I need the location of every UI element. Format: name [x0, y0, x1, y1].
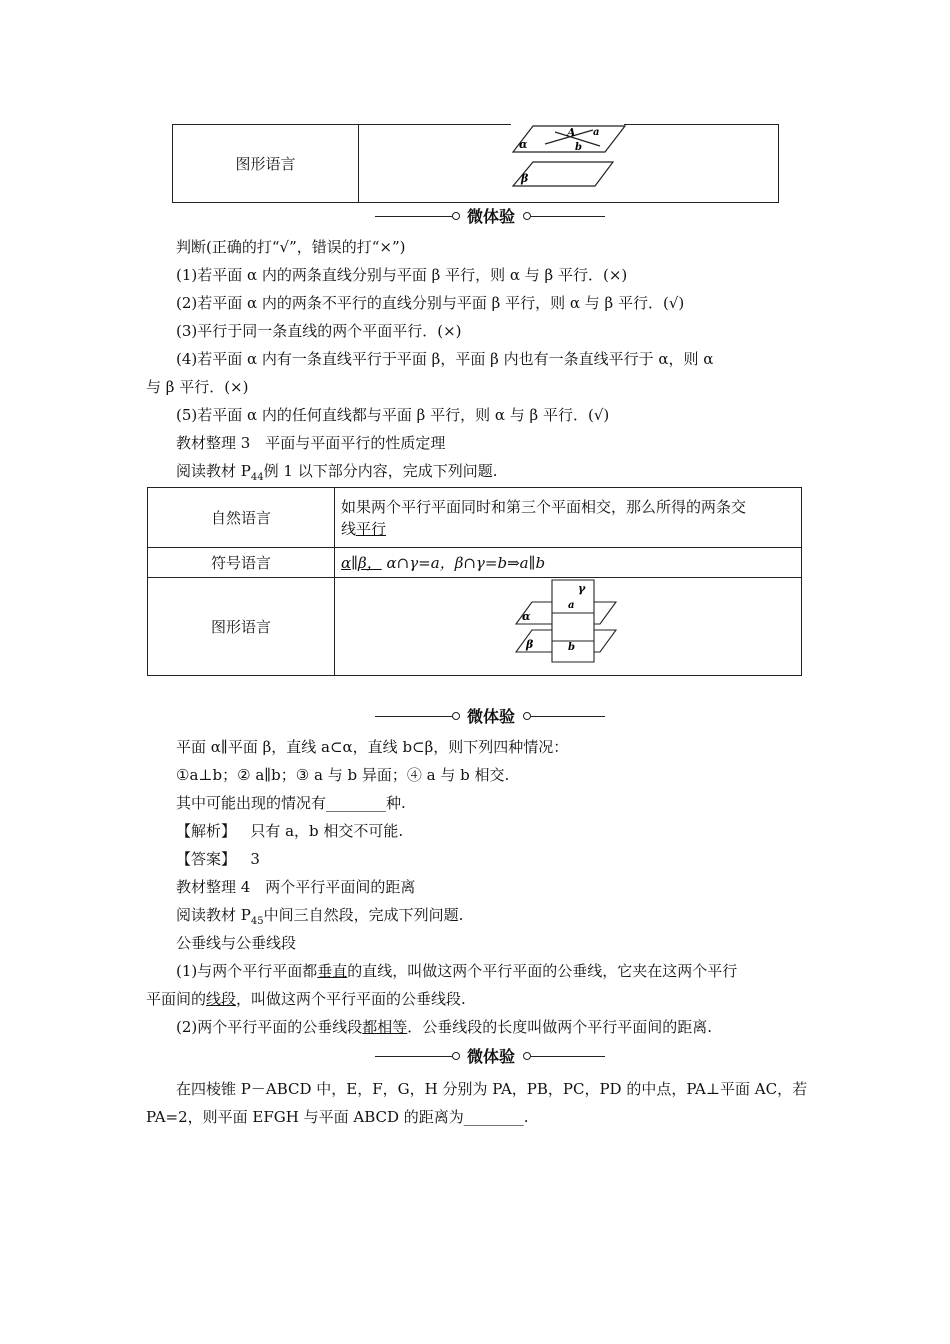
subheading: 公垂线与公垂线段: [176, 934, 297, 952]
answer-line: [176, 848, 260, 870]
exercise-item: (3)平行于同一条直线的两个平面平行．(×): [176, 322, 462, 340]
divider-title: 微体验: [466, 1047, 515, 1066]
divider-title: 微体验: [466, 207, 515, 226]
table-border-segment: [624, 124, 779, 125]
underlined-answer: 垂直: [317, 962, 348, 980]
divider-line-right: [531, 216, 605, 217]
natural-language-text-2: [341, 518, 795, 540]
natural-language-text: 如果两个平行平面同时和第三个平面相交，那么所得的两条交: [341, 497, 747, 516]
underlined-answer: α∥β，: [341, 553, 382, 572]
text-segment: 的直线，叫做这两个平行平面的公垂线，它夹在这两个平行: [347, 962, 738, 980]
text-segment: (1)与两个平行平面都: [176, 962, 318, 980]
label-alpha: α: [522, 610, 531, 623]
label-beta: β: [526, 638, 534, 651]
question-options: ①a⊥b；② a∥b；③ a 与 b 异面；④ a 与 b 相交.: [176, 766, 510, 784]
divider-dot-left: [452, 212, 460, 220]
text-pre: 线: [341, 519, 357, 538]
label-b: b: [568, 642, 575, 653]
question-line: PA=2，则平面 EFGH 与平面 ABCD 的距离为________.: [146, 1108, 529, 1126]
page-number-sub: 44: [250, 472, 264, 483]
parallel-property-table: [147, 487, 802, 676]
text-segment: (2)两个平行平面的公垂线段: [176, 1018, 363, 1036]
symbol-language-cell: [335, 548, 802, 578]
question-line: 平面 α∥平面 β，直线 a⊂α，直线 b⊂β，则下列四种情况：: [176, 738, 569, 756]
reading-post: 例 1 以下部分内容，完成下列问题.: [263, 462, 498, 480]
paragraph-line: [176, 960, 737, 982]
section-title: 教材整理 3 平面与平面平行的性质定理: [176, 434, 446, 452]
micro-experience-divider: [375, 205, 605, 229]
label-line-b: b: [575, 142, 582, 153]
exercise-item-continued: 与 β 平行．(×): [146, 378, 249, 396]
divider-dot-left: [452, 1052, 460, 1060]
reading-instruction: [176, 460, 497, 489]
analysis-tag: 【解析】: [176, 822, 237, 840]
graphic-language-table-top: [172, 124, 779, 203]
text-segment: 平面间的: [146, 990, 207, 1008]
divider-dot-right: [523, 1052, 531, 1060]
graphic-language-label: 图形语言: [173, 125, 359, 203]
exercise-item: (4)若平面 α 内有一条直线平行于平面 β，平面 β 内也有一条直线平行于 α，则 α: [176, 350, 714, 368]
label-point-A: A: [567, 126, 576, 139]
underlined-answer: 都相等: [362, 1018, 408, 1036]
section-title: 教材整理 4 两个平行平面间的距离: [176, 878, 416, 896]
reading-pre: 阅读教材 P: [176, 462, 251, 480]
divider-line-right: [531, 1056, 605, 1057]
question-prompt: 其中可能出现的情况有________种.: [176, 794, 406, 812]
divider-dot-right: [523, 212, 531, 220]
answer-text: 3: [250, 850, 260, 868]
exercise-item: (2)若平面 α 内的两条不平行的直线分别与平面 β 平行，则 α 与 β 平行．(√): [176, 294, 685, 312]
answer-tag: 【答案】: [176, 850, 237, 868]
label-gamma: γ: [578, 582, 586, 595]
label-beta: β: [521, 172, 529, 185]
divider-line-left: [375, 716, 453, 717]
divider-line-left: [375, 216, 453, 217]
reading-pre: 阅读教材 P: [176, 906, 251, 924]
page-number-sub: 45: [250, 916, 264, 927]
table-border-segment: [356, 124, 511, 125]
exercise-item: (1)若平面 α 内的两条直线分别与平面 β 平行，则 α 与 β 平行．(×): [176, 266, 628, 284]
natural-language-cell: [335, 488, 802, 548]
analysis-line: [176, 820, 403, 842]
reading-instruction: [176, 904, 463, 933]
text-segment: ．公垂线段的长度叫做两个平行平面间的距离.: [407, 1018, 713, 1036]
exercise-intro: 判断(正确的打“√”，错误的打“×”): [176, 238, 406, 256]
label-line-a: a: [593, 127, 600, 138]
divider-line-left: [375, 1056, 453, 1057]
symbol-text: α∩γ=a，β∩γ=b⇒a∥b: [386, 553, 546, 572]
micro-experience-divider: [375, 1045, 605, 1069]
divider-line-right: [531, 716, 605, 717]
natural-language-label: 自然语言: [148, 488, 335, 548]
analysis-text: 只有 a，b 相交不可能.: [250, 822, 404, 840]
divider-dot-right: [523, 712, 531, 720]
underlined-answer: 线段: [206, 990, 237, 1008]
divider-title: 微体验: [466, 707, 515, 726]
paragraph-line: [176, 1016, 712, 1038]
underlined-answer: 平行: [356, 519, 387, 538]
label-a: a: [568, 600, 575, 611]
label-alpha: α: [519, 138, 528, 151]
parallel-planes-figure: [505, 122, 630, 190]
symbol-language-label: 符号语言: [148, 548, 335, 578]
exercise-item: (5)若平面 α 内的任何直线都与平面 β 平行，则 α 与 β 平行．(√): [176, 406, 610, 424]
graphic-language-label: 图形语言: [148, 578, 335, 676]
text-segment: ，叫做这两个平行平面的公垂线段.: [236, 990, 466, 1008]
paragraph-line: [146, 988, 466, 1010]
reading-post: 中间三自然段，完成下列问题.: [263, 906, 464, 924]
question-line: 在四棱锥 P－ABCD 中，E，F，G，H 分别为 PA，PB，PC，PD 的中点，PA⊥平面 AC，若: [176, 1080, 808, 1098]
third-plane-figure: [512, 578, 620, 672]
micro-experience-divider: [375, 705, 605, 729]
divider-dot-left: [452, 712, 460, 720]
